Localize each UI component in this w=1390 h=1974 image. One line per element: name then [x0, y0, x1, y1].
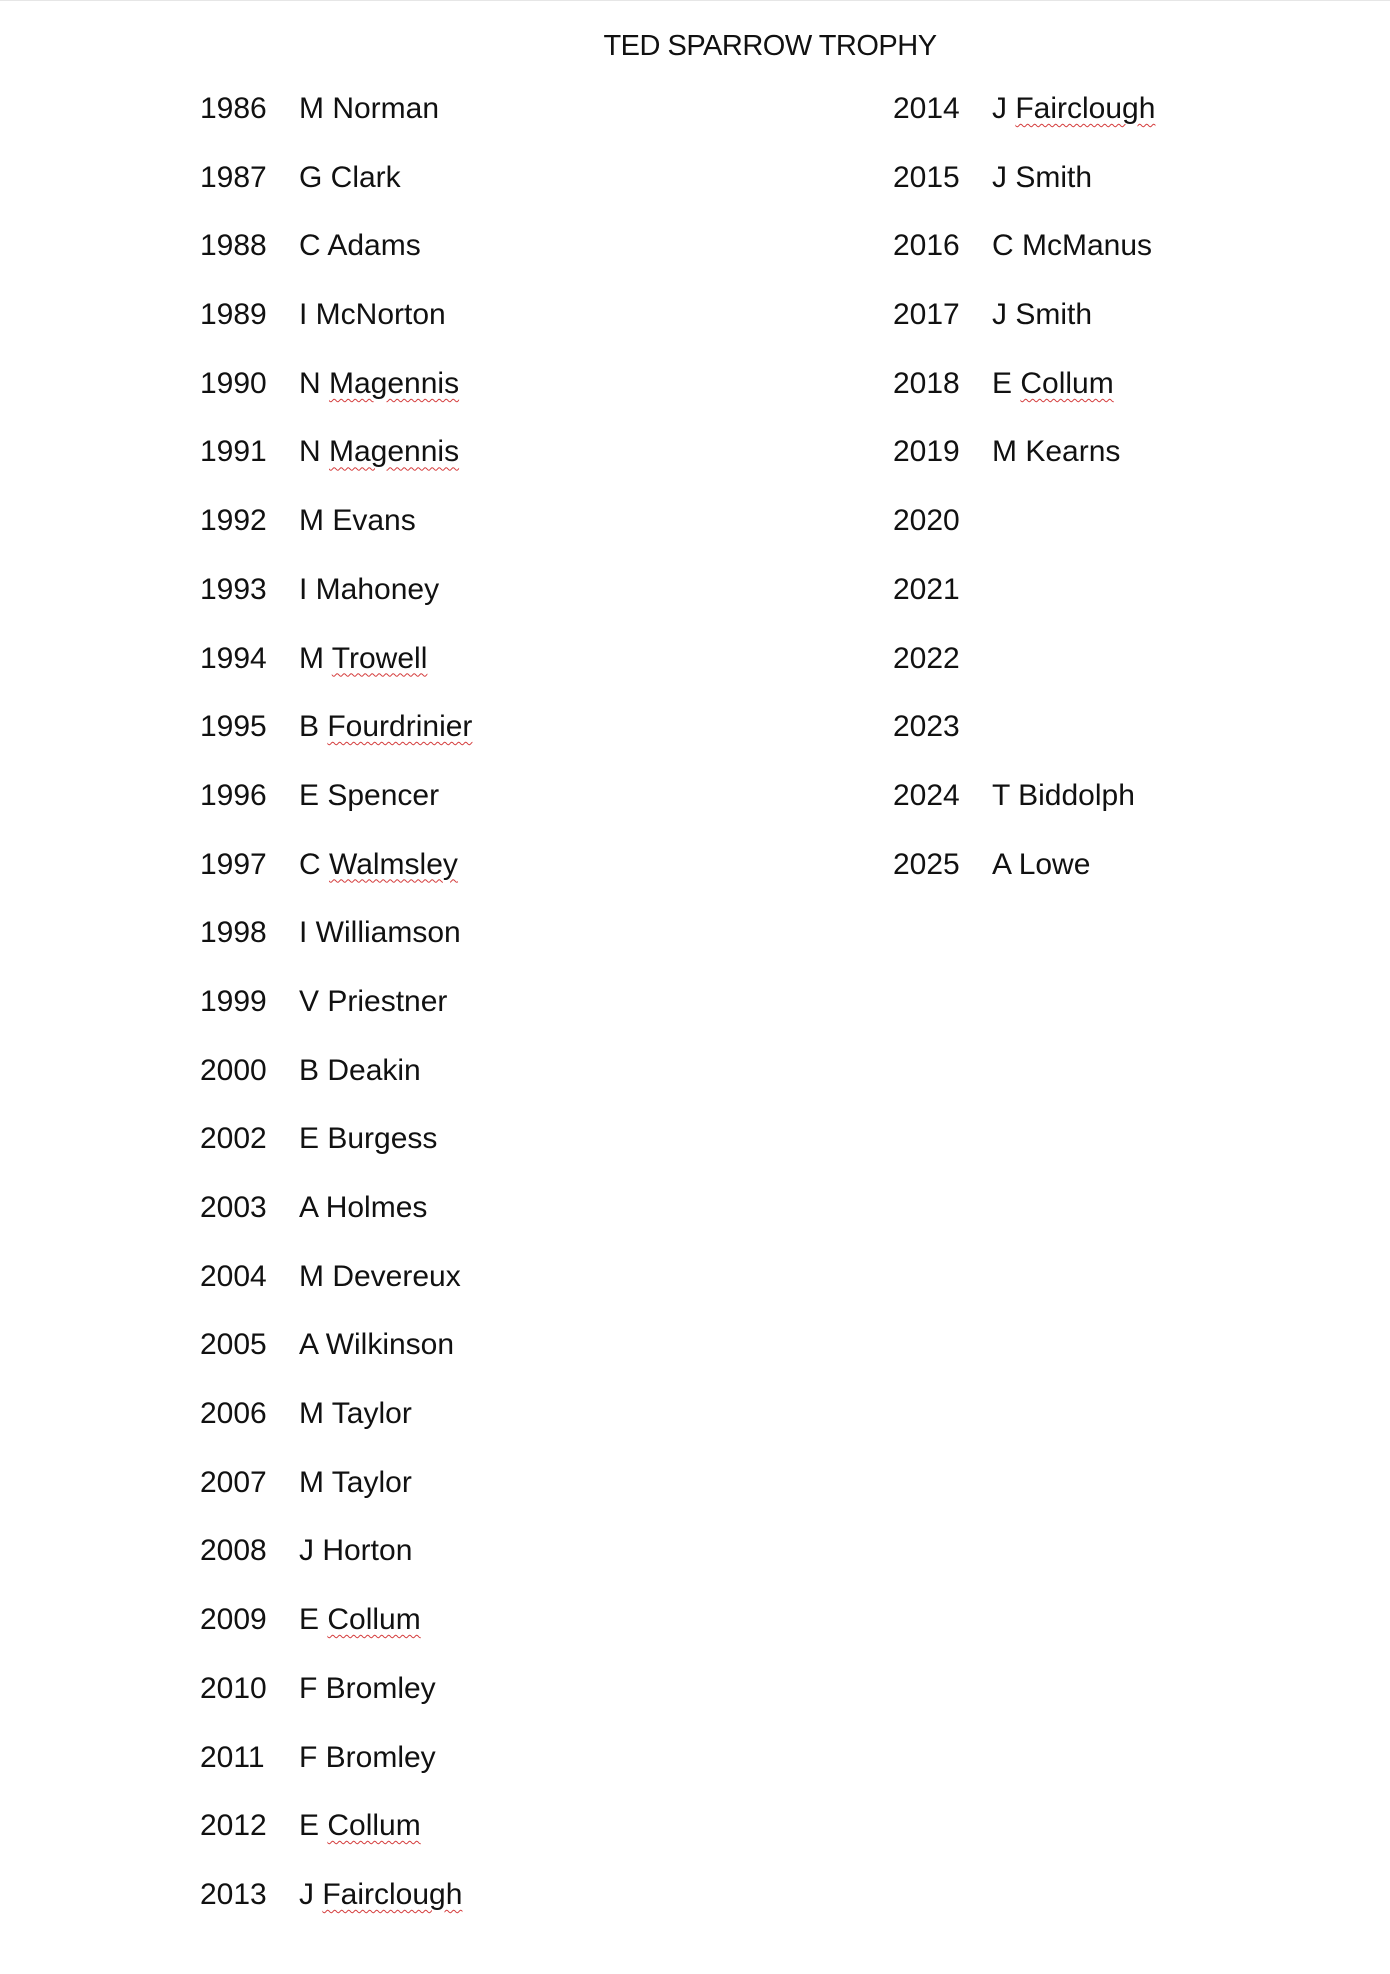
winner-year: 2020 — [893, 504, 960, 538]
spell-check-underline: Magennis — [329, 435, 460, 469]
winner-row — [200, 1054, 472, 1123]
winners-list-left — [200, 92, 472, 1947]
winner-name: T Biddolph — [992, 778, 1135, 812]
winner-name: N Magennis — [299, 366, 460, 400]
winners-list-right — [893, 92, 1155, 916]
spell-check-underline: Collum — [327, 1603, 421, 1637]
winner-year: 2007 — [200, 1465, 267, 1499]
winner-name: E Spencer — [299, 778, 440, 812]
winner-year: 2008 — [200, 1534, 267, 1568]
winner-year: 1994 — [200, 641, 267, 675]
spell-check-underline: Collum — [1020, 366, 1114, 400]
winner-row — [893, 92, 1155, 161]
winner-name: J Fairclough — [992, 92, 1156, 125]
winner-year: 2025 — [893, 847, 960, 881]
winner-year: 2012 — [200, 1809, 267, 1843]
spell-check-underline: Fourdrinier — [327, 710, 473, 744]
winner-row — [893, 642, 1155, 711]
winner-name: C Adams — [299, 229, 421, 263]
page-top-edge — [0, 0, 1390, 1]
winner-row — [893, 229, 1155, 298]
winner-row — [200, 1466, 472, 1535]
winner-row — [200, 1191, 472, 1260]
winner-name: E Collum — [299, 1809, 421, 1843]
winner-name: M Trowell — [299, 641, 428, 675]
winner-year: 1996 — [200, 778, 267, 812]
winner-name: C Walmsley — [299, 847, 458, 881]
spell-check-underline: Fairclough — [322, 1877, 463, 1911]
winner-year: 2014 — [893, 92, 960, 125]
winner-year: 2022 — [893, 641, 960, 675]
winner-year: 1991 — [200, 435, 267, 469]
winner-row — [200, 92, 472, 161]
winner-name: A Lowe — [992, 847, 1091, 881]
winner-name: F Bromley — [299, 1671, 436, 1705]
winner-year: 1990 — [200, 366, 267, 400]
winner-row — [893, 298, 1155, 367]
winner-year: 2018 — [893, 366, 960, 400]
winner-row — [200, 916, 472, 985]
winner-name: E Collum — [299, 1603, 421, 1637]
winner-row — [200, 1741, 472, 1810]
winner-row — [200, 1328, 472, 1397]
winner-name: M Devereux — [299, 1259, 461, 1293]
spell-check-underline: Fairclough — [1015, 92, 1156, 125]
winner-year: 2003 — [200, 1191, 267, 1224]
winner-year: 2009 — [200, 1603, 267, 1637]
winner-name: J Smith — [992, 160, 1093, 194]
winner-name: E Burgess — [299, 1122, 438, 1156]
winner-name: N Magennis — [299, 435, 460, 469]
winner-name: J Smith — [992, 298, 1093, 332]
winner-year: 1986 — [200, 92, 267, 125]
winner-name: M Kearns — [992, 435, 1121, 469]
winner-row — [200, 1122, 472, 1191]
winner-row — [200, 848, 472, 917]
winner-year: 1998 — [200, 916, 267, 950]
winner-name: F Bromley — [299, 1740, 436, 1774]
winner-year: 2000 — [200, 1053, 267, 1087]
winner-row — [200, 367, 472, 436]
winner-year: 2024 — [893, 778, 960, 812]
winner-year: 2004 — [200, 1259, 267, 1293]
winner-row — [893, 848, 1155, 917]
winner-name: M Taylor — [299, 1465, 412, 1499]
winner-row — [200, 1809, 472, 1878]
spell-check-underline: Trowell — [331, 641, 428, 675]
winner-row — [200, 710, 472, 779]
winner-name: M Norman — [299, 92, 440, 125]
winner-row — [893, 779, 1155, 848]
winner-year: 1987 — [200, 160, 267, 194]
winner-year: 2016 — [893, 229, 960, 263]
winner-year: 1999 — [200, 984, 267, 1018]
winner-row — [200, 1260, 472, 1329]
winner-row — [893, 161, 1155, 230]
winner-row — [200, 1397, 472, 1466]
winner-row — [200, 161, 472, 230]
spell-check-underline: Collum — [327, 1809, 421, 1843]
winner-row — [200, 1534, 472, 1603]
spell-check-underline: Walmsley — [329, 847, 458, 881]
winner-row — [200, 779, 472, 848]
winner-row — [200, 298, 472, 367]
winner-year: 2002 — [200, 1122, 267, 1156]
winner-year: 2021 — [893, 572, 960, 606]
winner-year: 2019 — [893, 435, 960, 469]
winner-row — [893, 435, 1155, 504]
winner-name: B Fourdrinier — [299, 710, 473, 744]
winner-row — [200, 1878, 472, 1947]
winner-name: A Holmes — [299, 1191, 428, 1224]
winner-name: M Evans — [299, 504, 416, 538]
winner-year: 2015 — [893, 160, 960, 194]
winner-name: J Fairclough — [299, 1877, 463, 1911]
winner-year: 2013 — [200, 1877, 267, 1911]
winner-name: V Priestner — [299, 984, 448, 1018]
winner-row — [893, 504, 1155, 573]
winner-year: 1997 — [200, 847, 267, 881]
winner-row — [200, 1603, 472, 1672]
winner-year: 1995 — [200, 710, 267, 744]
winner-row — [200, 985, 472, 1054]
winner-year: 2017 — [893, 298, 960, 332]
winner-name: I Mahoney — [299, 572, 440, 606]
winner-name: G Clark — [299, 160, 401, 194]
winner-year: 1988 — [200, 229, 267, 263]
winner-year: 2005 — [200, 1328, 267, 1362]
winner-row — [200, 504, 472, 573]
winner-row — [200, 573, 472, 642]
winner-year: 2010 — [200, 1671, 267, 1705]
winner-year: 1989 — [200, 298, 267, 332]
winner-row — [200, 1672, 472, 1741]
winner-name: I Williamson — [299, 916, 461, 950]
winner-row — [893, 573, 1155, 642]
winner-row — [893, 710, 1155, 779]
winner-row — [893, 367, 1155, 436]
winner-year: 2011 — [200, 1740, 265, 1774]
winner-name: I McNorton — [299, 298, 446, 332]
winner-row — [200, 642, 472, 711]
winner-name: E Collum — [992, 366, 1114, 400]
winner-name: B Deakin — [299, 1053, 421, 1087]
winner-name: A Wilkinson — [299, 1328, 455, 1362]
winner-year: 1993 — [200, 572, 267, 606]
winner-row — [200, 229, 472, 298]
winner-year: 1992 — [200, 504, 267, 538]
winner-name: J Horton — [299, 1534, 413, 1568]
winner-name: C McManus — [992, 229, 1153, 263]
winner-row — [200, 435, 472, 504]
spell-check-underline: Magennis — [329, 366, 460, 400]
document-title: TED SPARROW TROPHY — [603, 30, 937, 62]
winner-name: M Taylor — [299, 1397, 412, 1431]
winner-year: 2023 — [893, 710, 960, 744]
winner-year: 2006 — [200, 1397, 267, 1431]
